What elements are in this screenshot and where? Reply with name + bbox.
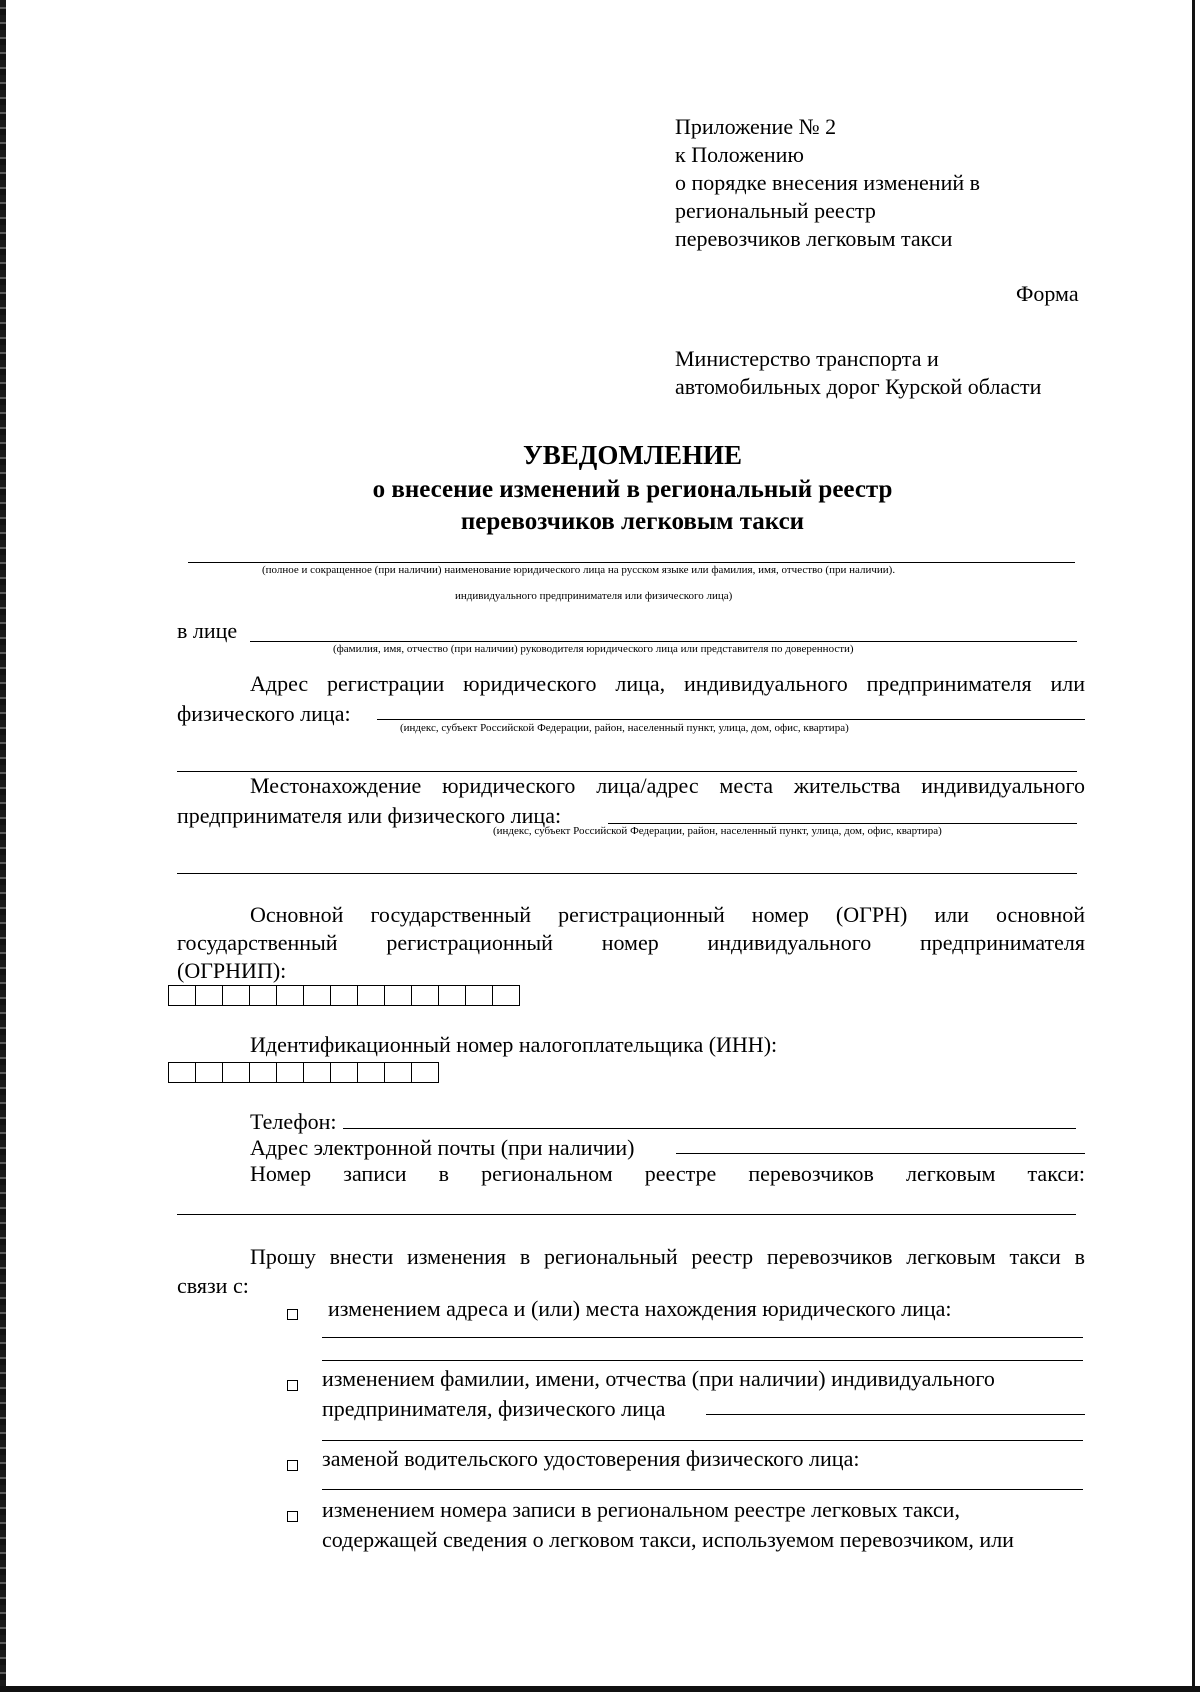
- record-number-label: Номер записи в региональном реестре перевозчиков легковым такси:: [250, 1161, 1085, 1186]
- option-license-change-label: заменой водительского удостоверения физического лица:: [322, 1446, 860, 1471]
- reg-address-hint: (индекс, субъект Российской Федерации, район, населенный пункт, улица, дом, офис, квартира): [400, 722, 849, 734]
- reg-address-label: Адрес регистрации юридического лица, индивидуального предпринимателя или: [250, 671, 1085, 696]
- ogrn-label: Основной государственный регистрационный номер (ОГРН) или основной: [250, 902, 1085, 927]
- document-title: УВЕДОМЛЕНИЕ: [522, 440, 743, 470]
- phone-label: Телефон:: [250, 1109, 337, 1134]
- option-address-change-field[interactable]: [322, 1360, 1083, 1361]
- representative-field[interactable]: [250, 641, 1077, 642]
- option-name-change-label: изменением фамилии, имени, отчества (при наличии) индивидуального: [322, 1366, 995, 1391]
- inn-digit-cell[interactable]: [277, 1062, 304, 1083]
- option-license-change-checkbox[interactable]: [287, 1460, 298, 1471]
- ogrn-digit-cell[interactable]: [385, 985, 412, 1006]
- option-record-change-label: изменением номера записи в региональном реестре легковых такси,: [322, 1497, 960, 1522]
- request-text: Прошу внести изменения в региональный реестр перевозчиков легковым такси в: [250, 1244, 1085, 1269]
- ministry-line: Министерство транспорта и: [675, 346, 939, 371]
- location-field-continued[interactable]: [177, 873, 1077, 874]
- option-record-change-checkbox[interactable]: [287, 1511, 298, 1522]
- ogrn-label: государственный регистрационный номер индивидуального предпринимателя: [177, 930, 1085, 955]
- reg-address-field-continued[interactable]: [177, 771, 1077, 772]
- document-subtitle: перевозчиков легковым такси: [460, 508, 805, 535]
- ogrn-digit-cell[interactable]: [493, 985, 520, 1006]
- inn-label: Идентификационный номер налогоплательщика (ИНН):: [250, 1032, 778, 1057]
- location-field[interactable]: [608, 823, 1077, 824]
- inn-digit-cell[interactable]: [169, 1062, 196, 1083]
- email-label: Адрес электронной почты (при наличии): [250, 1135, 635, 1160]
- ogrn-label: (ОГРНИП):: [177, 958, 287, 983]
- ministry-block: [675, 345, 1041, 401]
- form-label: Форма: [1016, 281, 1079, 306]
- ogrn-digit-cell[interactable]: [223, 985, 250, 1006]
- request-text: связи с:: [177, 1273, 249, 1298]
- location-label: Местонахождение юридического лица/адрес места жительства индивидуального: [250, 773, 1085, 798]
- ogrn-digit-cell[interactable]: [358, 985, 385, 1006]
- ogrn-digit-cell[interactable]: [250, 985, 277, 1006]
- option-license-change-field[interactable]: [322, 1489, 1083, 1490]
- option-address-change-label: изменением адреса и (или) места нахождения юридического лица:: [328, 1296, 952, 1321]
- option-name-change-checkbox[interactable]: [287, 1380, 298, 1391]
- ogrn-digit-cell[interactable]: [439, 985, 466, 1006]
- inn-digit-cell[interactable]: [304, 1062, 331, 1083]
- representative-hint: (фамилия, имя, отчество (при наличии) руководителя юридического лица или представителя по доверенности): [333, 643, 854, 655]
- ogrn-digit-cell[interactable]: [412, 985, 439, 1006]
- option-record-change-label: содержащей сведения о легковом такси, используемом перевозчиком, или: [322, 1527, 1014, 1552]
- appendix-block: [675, 113, 980, 253]
- record-number-field[interactable]: [177, 1214, 1076, 1215]
- ministry-line: автомобильных дорог Курской области: [675, 374, 1042, 399]
- inn-digit-cell[interactable]: [196, 1062, 223, 1083]
- reg-address-label: физического лица:: [177, 701, 351, 726]
- appendix-line: о порядке внесения изменений в: [675, 170, 981, 195]
- email-field[interactable]: [676, 1153, 1085, 1154]
- option-name-change-label: предпринимателя, физического лица: [322, 1396, 666, 1421]
- ogrn-digit-cell[interactable]: [196, 985, 223, 1006]
- inn-digit-cell[interactable]: [358, 1062, 385, 1083]
- ogrn-digit-cell[interactable]: [304, 985, 331, 1006]
- ogrn-digit-cell[interactable]: [277, 985, 304, 1006]
- appendix-line: перевозчиков легковым такси: [675, 226, 953, 251]
- inn-digit-cell[interactable]: [412, 1062, 439, 1083]
- ogrn-digit-cell[interactable]: [466, 985, 493, 1006]
- ogrn-digit-cell[interactable]: [169, 985, 196, 1006]
- option-name-change-field[interactable]: [706, 1414, 1085, 1415]
- phone-field[interactable]: [343, 1128, 1076, 1129]
- applicant-name-hint: индивидуального предпринимателя или физического лица): [455, 590, 733, 602]
- reg-address-field[interactable]: [377, 719, 1085, 720]
- applicant-name-hint: (полное и сокращенное (при наличии) наименование юридического лица на русском языке или фамилия, имя, отчество (при наличии).: [262, 564, 896, 576]
- ogrn-digit-cell[interactable]: [331, 985, 358, 1006]
- option-name-change-field[interactable]: [322, 1440, 1083, 1441]
- inn-digit-cell[interactable]: [250, 1062, 277, 1083]
- inn-digit-cell[interactable]: [223, 1062, 250, 1083]
- inn-digit-cell[interactable]: [331, 1062, 358, 1083]
- document-subtitle: о внесение изменений в региональный реестр: [372, 476, 893, 503]
- appendix-line: Приложение № 2: [675, 114, 837, 139]
- option-address-change-field[interactable]: [322, 1337, 1083, 1338]
- inn-input-cells[interactable]: [168, 1062, 439, 1083]
- location-label: предпринимателя или физического лица:: [177, 803, 562, 828]
- representative-label: в лице: [177, 618, 238, 643]
- option-address-change-checkbox[interactable]: [287, 1309, 298, 1320]
- inn-digit-cell[interactable]: [385, 1062, 412, 1083]
- appendix-line: региональный реестр: [675, 198, 876, 223]
- ogrn-input-cells[interactable]: [168, 985, 520, 1006]
- location-hint: (индекс, субъект Российской Федерации, район, населенный пункт, улица, дом, офис, квартира): [493, 825, 942, 837]
- applicant-name-field[interactable]: [188, 562, 1075, 563]
- appendix-line: к Положению: [675, 142, 804, 167]
